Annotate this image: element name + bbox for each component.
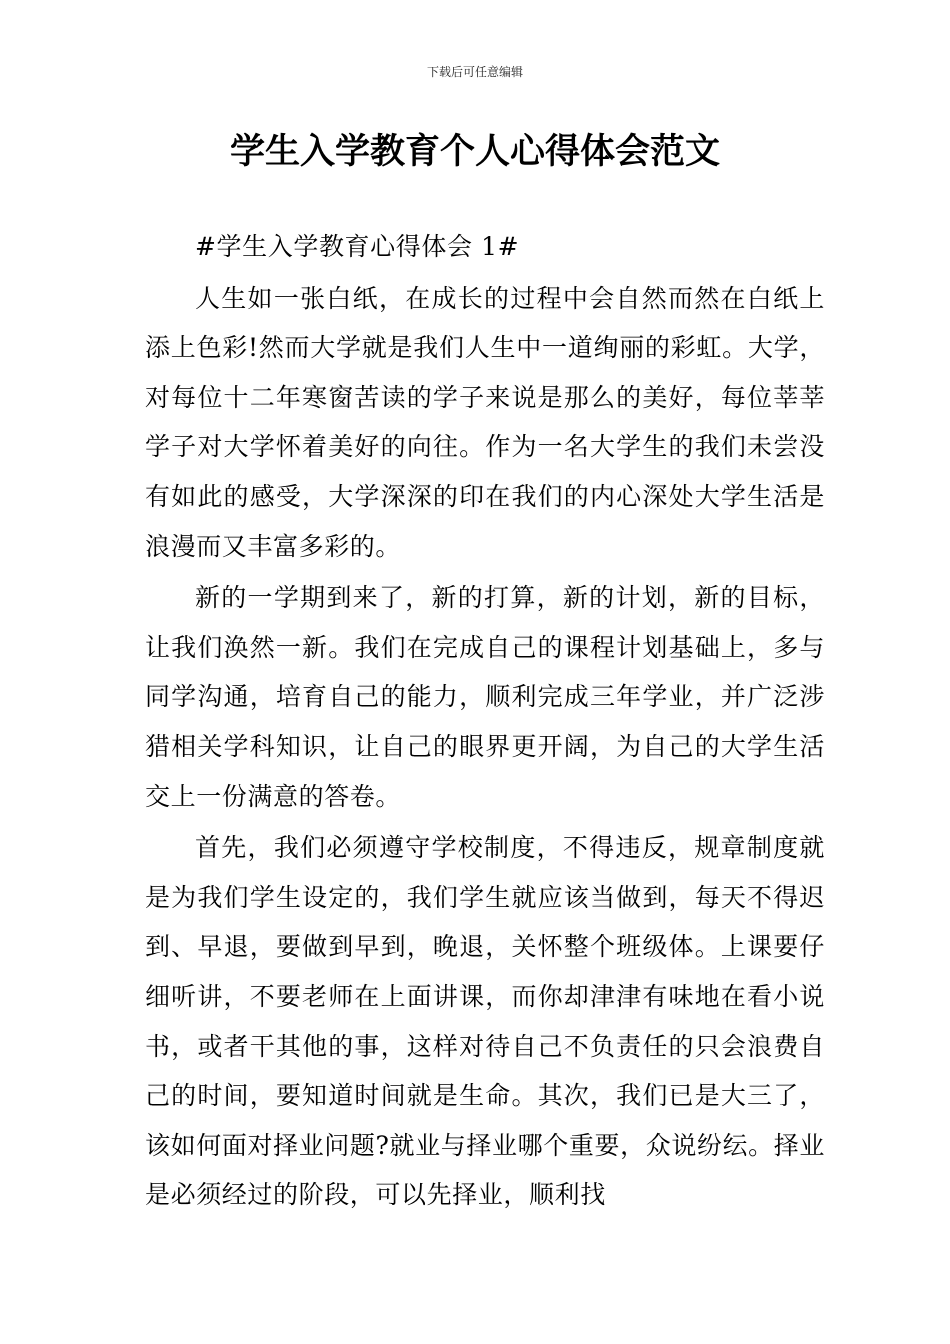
paragraph: 首先，我们必须遵守学校制度，不得违反，规章制度就是为我们学生设定的，我们学生就应该当做到，每天不得迟到、早退，要做到早到，晚退，关怀整个班级体。上课要仔细听讲，不要老师在上面讲课，而你却津津有味地在看小说书，或者干其他的事，这样对待自己不负责任的只会浪费自己的时间，要知道时间就是生命。其次，我们已是大三了，该如何面对择业问题?就业与择业哪个重要，众说纷纭。择业是必须经过的阶段，可以先择业，顺利找 [145, 833, 825, 1210]
document-title: 学生入学教育个人心得体会范文 [229, 132, 720, 172]
paragraph: 新的一学期到来了，新的打算，新的计划，新的目标，让我们涣然一新。我们在完成自己的课程计划基础上，多与同学沟通，培育自己的能力，顺利完成三年学业，并广泛涉猎相关学科知识，让自己的眼界更开阔，为自己的大学生活交上一份满意的答卷。 [145, 583, 825, 811]
header-note: 下载后可任意编辑 [426, 65, 523, 79]
document-body [145, 222, 825, 1220]
section-heading: #学生入学教育心得体会 1# [195, 232, 520, 261]
paragraph: 人生如一张白纸，在成长的过程中会自然而然在白纸上添上色彩!然而大学就是我们人生中一道绚丽的彩虹。大学，对每位十二年寒窗苦读的学子来说是那么的美好，每位莘莘学子对大学怀着美好的向往。作为一名大学生的我们未尝没有如此的感受，大学深深的印在我们的内心深处大学生活是浪漫而又丰富多彩的。 [145, 283, 825, 561]
